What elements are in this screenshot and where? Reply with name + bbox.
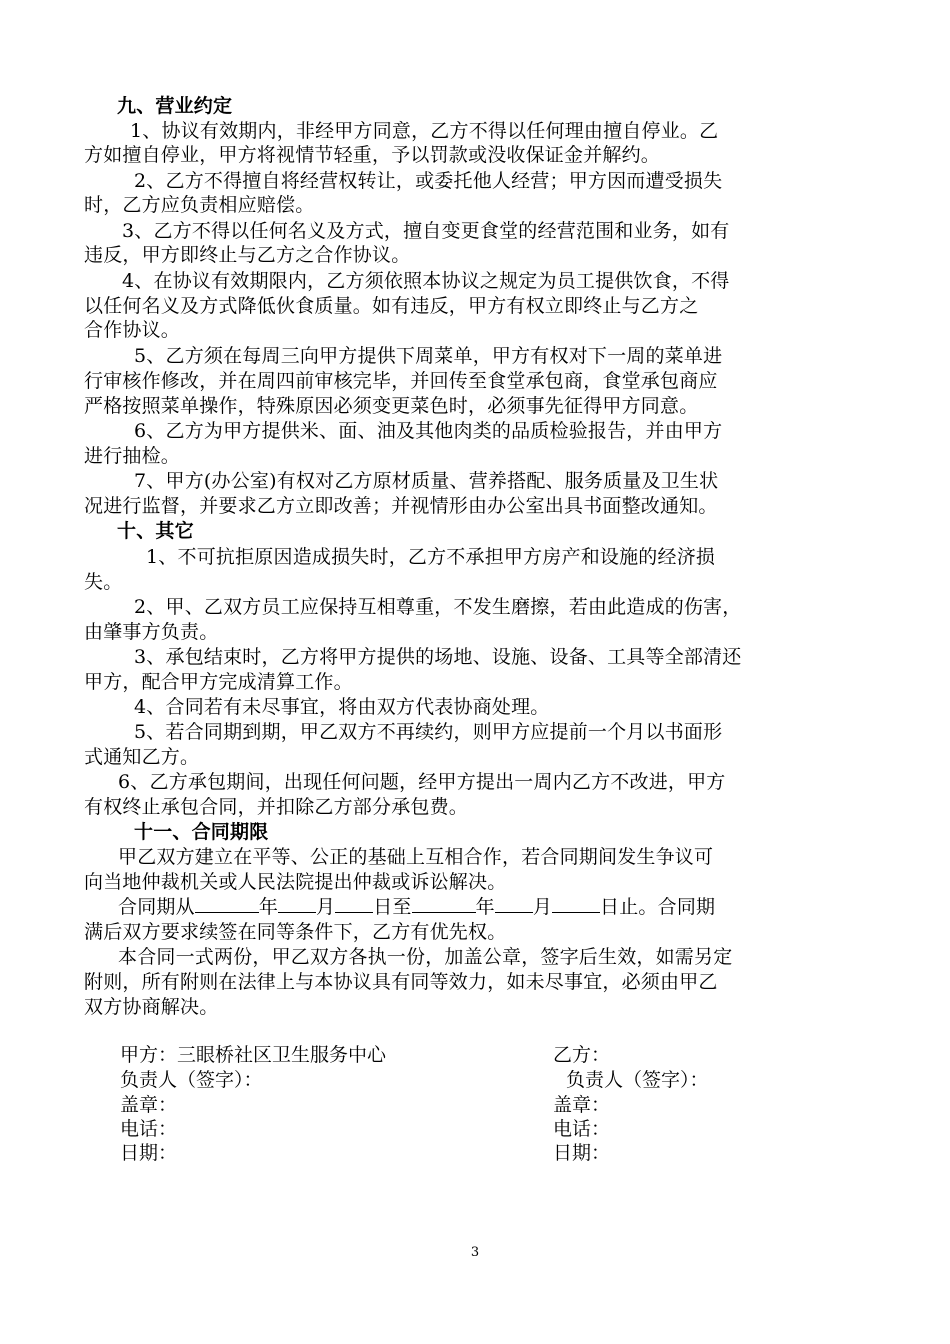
paragraph-line: 2、乙方不得擅自将经营权转让，或委托他人经营；甲方因而遭受损失 (134, 170, 723, 192)
paragraph-line: 时，乙方应负责相应赔偿。 (84, 194, 315, 216)
paragraph-line: 满后双方要求续签在同等条件下，乙方有优先权。 (84, 921, 507, 943)
blank-field[interactable] (278, 895, 316, 913)
paragraph-line: 由肇事方负责。 (84, 621, 219, 643)
blank-field[interactable] (195, 895, 259, 913)
period-year: 年 (475, 896, 495, 918)
paragraph-line: 行审核作修改，并在周四前审核完毕，并回传至食堂承包商，食堂承包商应 (84, 370, 718, 392)
paragraph-line: 本合同一式两份，甲乙双方各执一份，加盖公章，签字后生效，如需另定 (118, 946, 733, 968)
party-a-phone: 电话： (120, 1118, 178, 1140)
paragraph-line: 式通知乙方。 (84, 746, 200, 768)
party-b-date: 日期： (553, 1142, 611, 1164)
paragraph-line: 严格按照菜单操作，特殊原因必须变更菜色时，必须事先征得甲方同意。 (84, 395, 699, 417)
paragraph-line: 有权终止承包合同，并扣除乙方部分承包费。 (84, 796, 469, 818)
paragraph-line: 2、甲、乙双方员工应保持互相尊重，不发生磨擦，若由此造成的伤害， (134, 596, 742, 618)
paragraph-line: 3、承包结束时，乙方将甲方提供的场地、设施、设备、工具等全部清还 (134, 646, 742, 668)
section-heading-10: 十、其它 (117, 520, 194, 542)
paragraph-line: 进行抽检。 (84, 445, 181, 467)
contract-period-line (118, 895, 908, 919)
blank-field[interactable] (495, 895, 533, 913)
page-number: 3 (470, 1245, 480, 1260)
paragraph-line: 6、乙方承包期间，出现任何问题，经甲方提出一周内乙方不改进，甲方 (118, 771, 726, 793)
party-b-label: 乙方： (553, 1044, 611, 1066)
party-a-seal: 盖章： (120, 1094, 178, 1116)
party-b-representative: 负责人（签字）： (566, 1069, 709, 1091)
paragraph-line: 1、协议有效期内，非经甲方同意，乙方不得以任何理由擅自停业。乙 (130, 120, 719, 142)
period-tail: 日止。合同期 (600, 896, 716, 918)
section-heading-9: 九、营业约定 (117, 95, 233, 117)
paragraph-line: 附则，所有附则在法律上与本协议具有同等效力，如未尽事宜，必须由甲乙 (84, 971, 718, 993)
paragraph-line: 4、合同若有未尽事宜，将由双方代表协商处理。 (134, 696, 550, 718)
paragraph-line: 1、不可抗拒原因造成损失时，乙方不承担甲方房产和设施的经济损 (146, 546, 716, 568)
paragraph-line: 向当地仲裁机关或人民法院提出仲裁或诉讼解决。 (84, 871, 507, 893)
party-b-phone: 电话： (553, 1118, 611, 1140)
period-month: 月 (532, 896, 553, 918)
party-a-representative: 负责人（签字）： (120, 1069, 263, 1091)
paragraph-line: 4、在协议有效期限内，乙方须依照本协议之规定为员工提供饮食，不得 (122, 270, 730, 292)
paragraph-line: 3、乙方不得以任何名义及方式，擅自变更食堂的经营范围和业务，如有 (122, 220, 730, 242)
blank-field[interactable] (552, 895, 600, 913)
paragraph-line: 违反，甲方即终止与乙方之合作协议。 (84, 244, 411, 266)
paragraph-line: 5、若合同期到期，甲乙双方不再续约，则甲方应提前一个月以书面形 (134, 721, 723, 743)
period-from: 合同期从 (118, 896, 195, 918)
paragraph-line: 况进行监督，并要求乙方立即改善；并视情形由办公室出具书面整改通知。 (84, 495, 718, 517)
paragraph-line: 合作协议。 (84, 319, 181, 341)
paragraph-line: 以任何名义及方式降低伙食质量。如有违反，甲方有权立即终止与乙方之 (84, 295, 699, 317)
blank-field[interactable] (335, 895, 373, 913)
section-heading-11: 十一、合同期限 (134, 821, 269, 843)
paragraph-line: 失。 (84, 571, 123, 593)
paragraph-line: 5、乙方须在每周三向甲方提供下周菜单，甲方有权对下一周的菜单进 (134, 345, 723, 367)
paragraph-line: 7、甲方(办公室)有权对乙方原材质量、营养搭配、服务质量及卫生状 (134, 470, 719, 492)
paragraph-line: 甲乙双方建立在平等、公正的基础上互相合作，若合同期间发生争议可 (118, 846, 714, 868)
paragraph-line: 6、乙方为甲方提供米、面、油及其他肉类的品质检验报告，并由甲方 (134, 420, 723, 442)
period-month: 月 (316, 896, 336, 918)
paragraph-line: 甲方，配合甲方完成清算工作。 (84, 671, 353, 693)
period-day: 日至 (373, 896, 412, 918)
paragraph-line: 方如擅自停业，甲方将视情节轻重，予以罚款或没收保证金并解约。 (84, 144, 661, 166)
blank-field[interactable] (412, 895, 476, 913)
party-a-date: 日期： (120, 1142, 178, 1164)
paragraph-line: 双方协商解决。 (84, 996, 219, 1018)
party-a-label: 甲方：三眼桥社区卫生服务中心 (120, 1044, 387, 1066)
party-b-seal: 盖章： (553, 1094, 611, 1116)
period-year: 年 (258, 896, 279, 918)
